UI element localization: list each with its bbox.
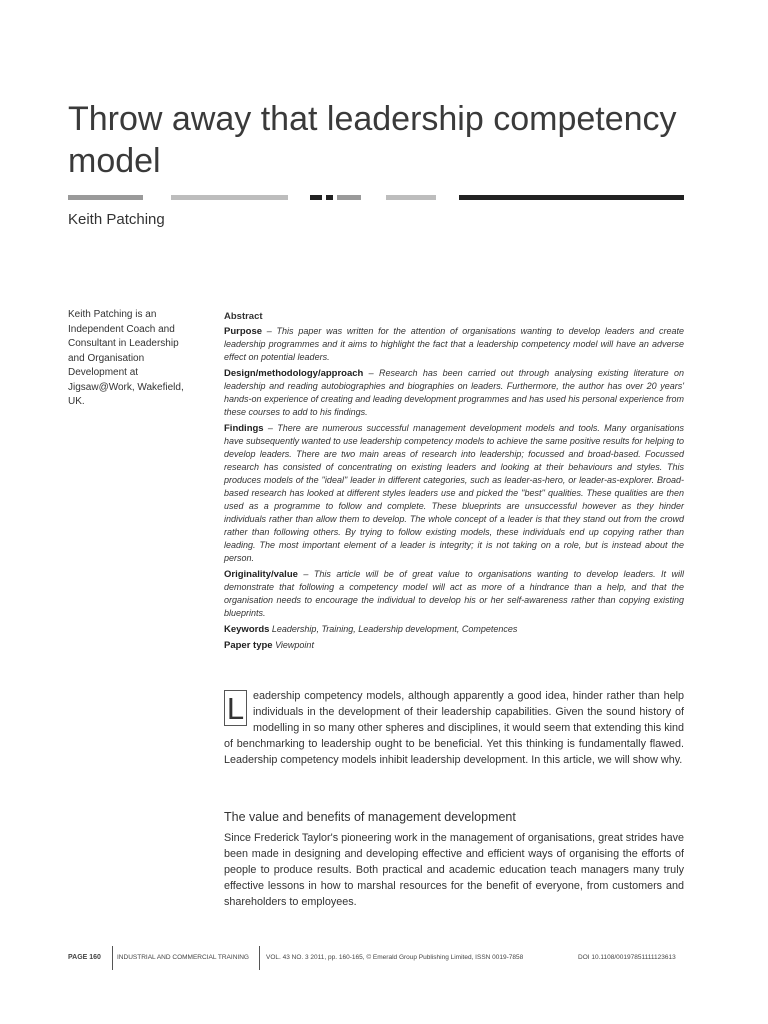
rule-segment — [337, 195, 361, 200]
page-footer — [68, 946, 684, 970]
article-title: Throw away that leadership competency model — [68, 100, 677, 180]
abstract-text: Leadership, Training, Leadership development, Competences — [269, 624, 518, 634]
rule-segment — [326, 195, 333, 200]
intro-paragraph — [224, 688, 684, 768]
abstract-text: – This paper was written for the attention of organisations wanting to develop leaders and create leadership programmes and it aims to highlight the fact that a leadership competency model will have an adverse effect on potential leaders. — [224, 326, 684, 362]
author-bio: Keith Patching is an Independent Coach and Consultant in Leadership and Organisation Development at Jigsaw@Work, Wakefield, UK. — [68, 309, 184, 407]
footer-divider — [112, 946, 113, 970]
rule-segment — [386, 195, 436, 200]
author-name: Keith Patching — [68, 211, 165, 228]
abstract-label: Design/methodology/approach — [224, 368, 364, 379]
abstract-section-keywords — [224, 623, 684, 636]
rule-segment — [310, 195, 322, 200]
footer-page-number: PAGE 160 — [68, 954, 101, 961]
abstract-label: Purpose — [224, 326, 263, 337]
drop-cap: L — [224, 690, 247, 726]
abstract-section-originality — [224, 568, 684, 620]
intro-text: eadership competency models, although apparently a good idea, hinder rather than help individuals in the development of their leadership capabilities. Given the sound history of modelling in so many other spheres and disciplines, it would seem that extending this kind of benchmarking to leadership ought to be beneficial. Yet this thinking is fundamentally flawed. Leadership competency models inhibit leadership development. In this article, we will show why. — [224, 690, 684, 766]
abstract-label: Findings — [224, 423, 264, 434]
abstract-label: Originality/value — [224, 569, 298, 580]
abstract-label: Keywords — [224, 624, 270, 635]
abstract-text: Viewpoint — [272, 640, 314, 650]
abstract-section-design — [224, 367, 684, 419]
abstract-text: – This article will be of great value to organisations wanting to develop leaders. It will demonstrate that following a competency model will act as more of a hindrance than a help, and that the organisation needs to encourage the individual to develop his or her self-awareness rather than copying existing blueprints. — [224, 569, 684, 618]
abstract-text: – There are numerous successful management development models and tools. Many organisations have subsequently wanted to use leadership competency models to achieve the same positive results for helping to develop leaders. There are two main areas of research into leadership; focussed and broad-based. Focussed research has consisted of concentrating on existing leaders and looking at their behaviours and styles. This produces models of the ''ideal'' leader in different categories, such as leader-as-hero, or leader-as-explorer. Broad-based research has looked at different styles leaders use and picked the ''best'' qualities. These qualities are then used as a programme to follow and complete. These blueprints are unsuccessful however as they hinder individuals rather than allow them to develop. The whole concept of a leader is that they stand out from the crowd rather than following others. By trying to follow existing models, these individuals end up copying rather than leading. The most important element of a leader is integrity; it is not taking on a role, but is instead about the person. — [224, 423, 684, 563]
section-paragraph: Since Frederick Taylor's pioneering work in the management of organisations, great strides have been made in designing and developing effective and efficient ways of organising the efforts of people to produce results. Both practical and academic education teach managers many truly effective lessons in how to marshal resources for the benefit of everyone, from customers and shareholders to employees. — [224, 832, 684, 908]
rule-segment — [459, 195, 684, 200]
abstract-section-purpose — [224, 325, 684, 364]
abstract-section-paper-type — [224, 639, 684, 652]
section-heading: The value and benefits of management development — [224, 810, 516, 824]
abstract-text: – Research has been carried out through analysing existing literature on leadership and reading autobiographies and biographies on leaders. Furthermore, the author has over 20 years' hands-on experience of creating and leading development programmes and has used his personal experience from these courses to add to his findings. — [224, 368, 684, 417]
abstract-heading: Abstract — [224, 311, 263, 322]
abstract-section-findings — [224, 422, 684, 565]
rule-segment — [171, 195, 288, 200]
rule-segment — [68, 195, 143, 200]
abstract-label: Paper type — [224, 640, 273, 651]
footer-citation: VOL. 43 NO. 3 2011, pp. 160-165, © Emerald Group Publishing Limited, ISSN 0019-7858 — [266, 954, 524, 961]
footer-divider — [259, 946, 260, 970]
footer-journal: INDUSTRIAL AND COMMERCIAL TRAINING — [117, 954, 249, 961]
abstract-block — [224, 310, 684, 655]
footer-doi: DOI 10.1108/00197851111123613 — [578, 954, 676, 961]
